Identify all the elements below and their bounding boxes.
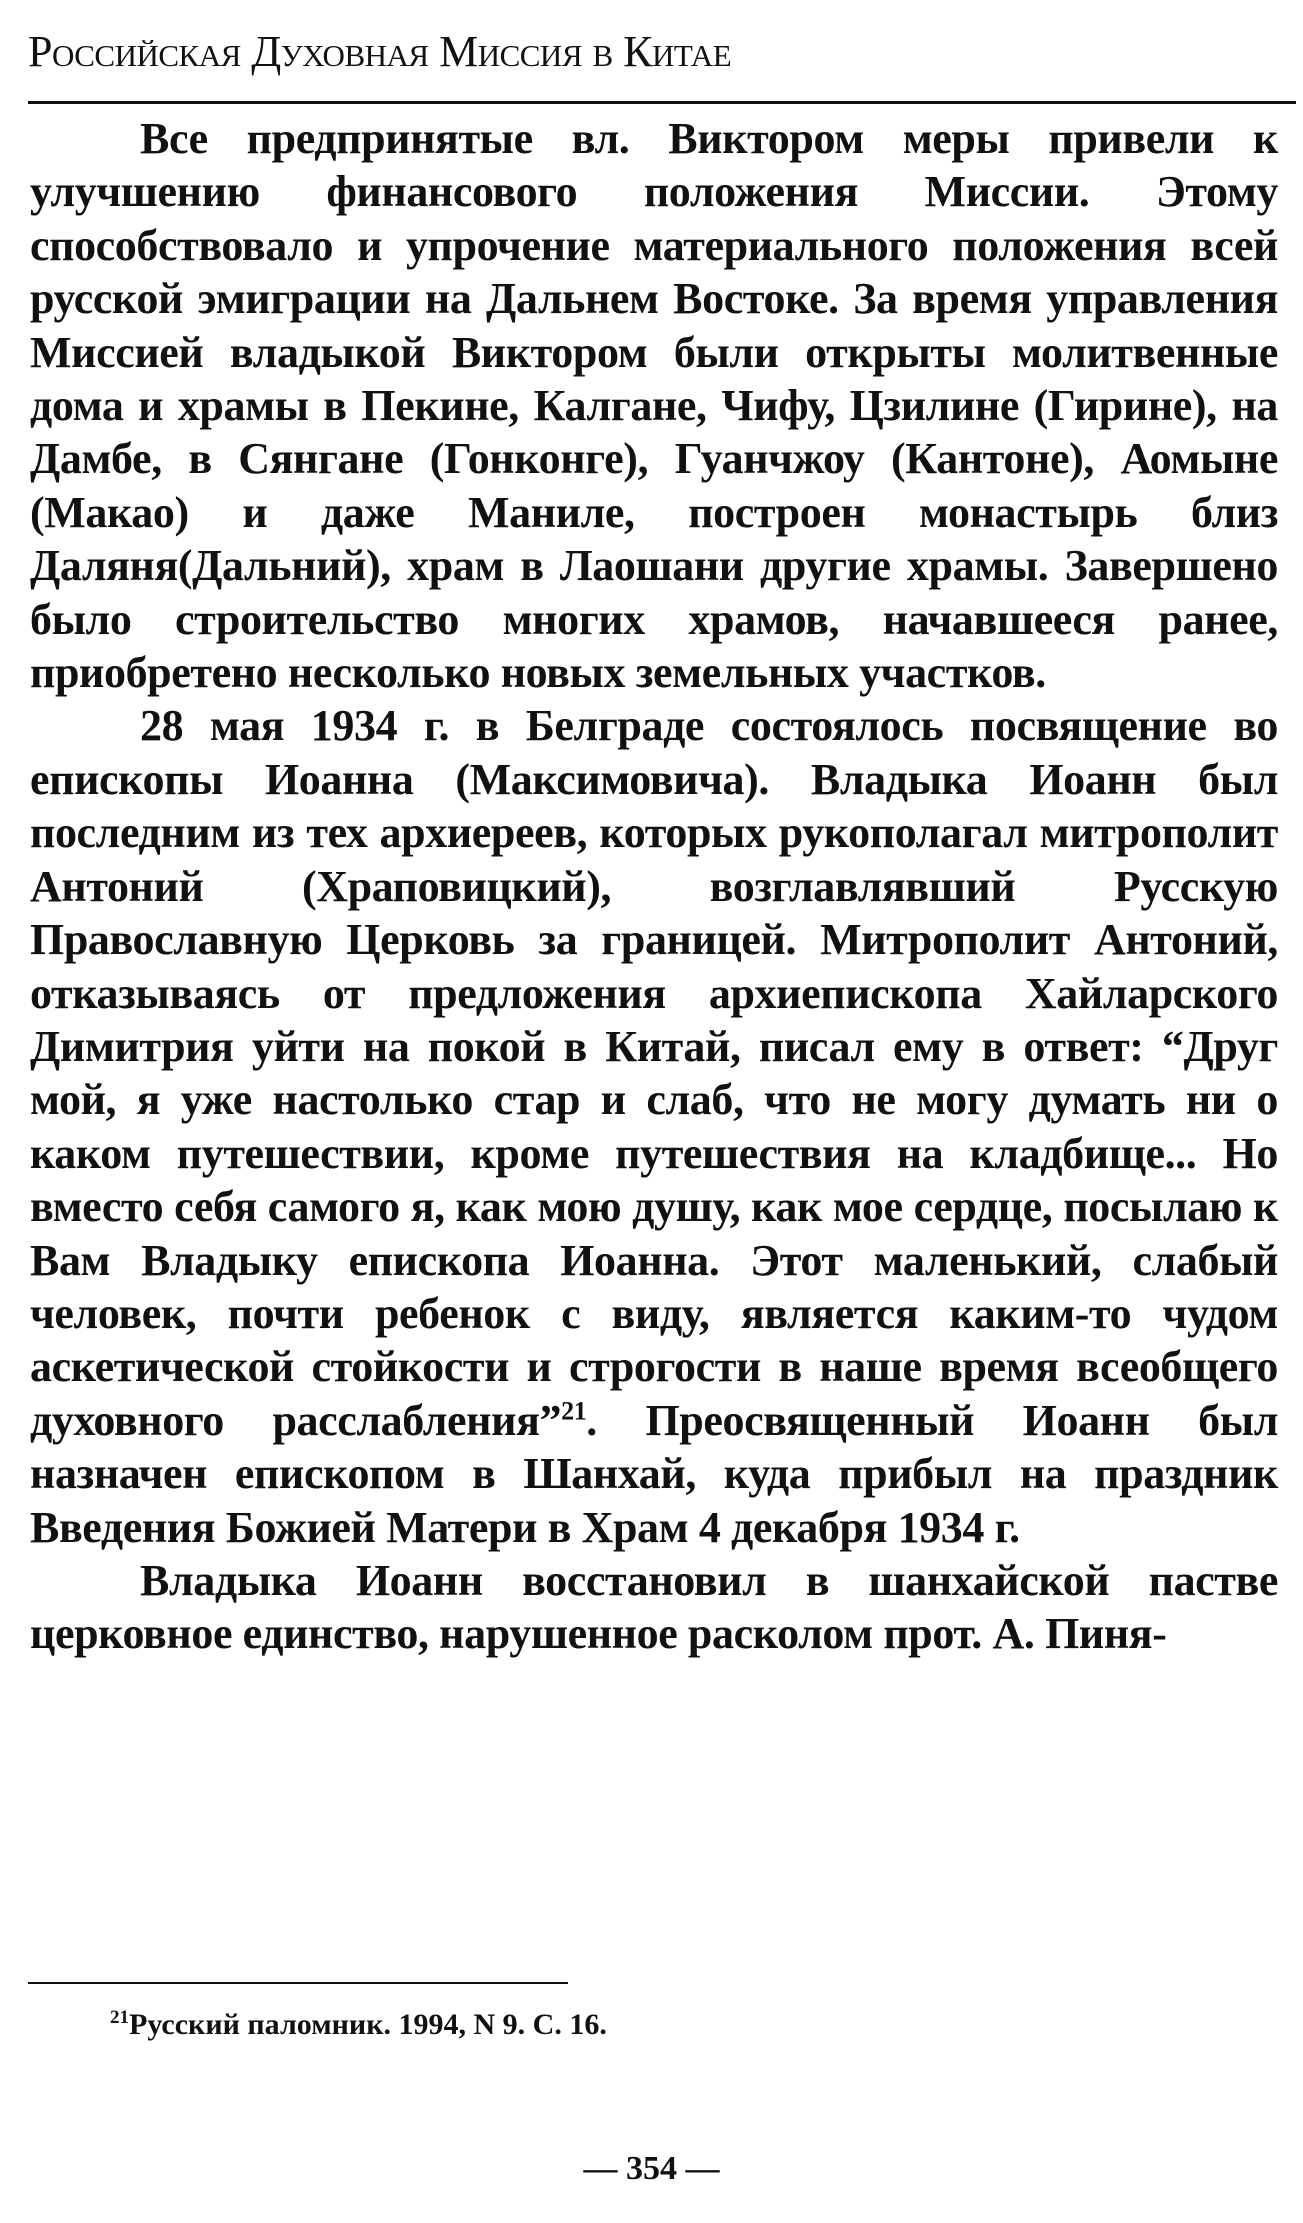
paragraph-text-part: 28 мая 1934 г. в Белграде состоялось посвящение во епископы Иоанна (Максимовича). Владыка Иоанн был последним из тех архиереев, которых рукополагал митрополит Антоний (Храповицкий), возглавлявший Русскую Православную Церковь за границей. Митрополит Антоний, отказываясь от предложения архиепископа Хайларского Димитрия уйти на покой в Китай, писал ему в ответ: “Друг мой, я уже настолько стар и слаб, что не могу думать ни о каком путешествии, кроме путешествия на кладбище... Но вместо себя самого я, как мою душу, как мое сердце, посылаю к Вам Владыку епископа Иоанна. Этот маленький, слабый человек, почти ребенок с виду, является каким-то чудом аскетической стойкости и строгости в наше время всеобщего духовного расслабления” bbox=[30, 701, 1278, 1445]
header-rule bbox=[28, 101, 1296, 104]
footnote-text: Русский паломник. 1994, N 9. С. 16. bbox=[129, 2008, 607, 2041]
footnote-number: 21 bbox=[110, 2007, 129, 2028]
body-text bbox=[30, 112, 1278, 1661]
paragraph-text-part: . Преосвященный Иоанн был назначен епископом в Шанхай, куда прибыл на праздник Введения Божией Матери в Храм 4 декабря 1934 г. bbox=[30, 1395, 1278, 1552]
paragraph-church-unity: Владыка Иоанн восстановил в шанхайской пастве церковное единство, нарушенное расколом прот. А. Пиня- bbox=[30, 1555, 1278, 1659]
running-header: Российская Духовная Миссия в Китае bbox=[28, 27, 732, 76]
footnote-reference: 21 bbox=[561, 1396, 587, 1426]
footnote-rule bbox=[28, 1982, 568, 1984]
paragraph-bishop-ioann bbox=[30, 699, 1278, 1554]
footnote bbox=[110, 2008, 607, 2042]
paragraph-finances: Все предпринятые вл. Виктором меры привели к улучшению финансового положения Миссии. Этому способствовало и упрочение материального положения всей русской эмиграции на Дальнем Востоке. За время управления Миссией владыкой Виктором были открыты молитвенные дома и храмы в Пекине, Калгане, Чифу, Цзилине (Гирине), на Дамбе, в Сянгане (Гонконге), Гуанчжоу (Кантоне), Аомыне (Макао) и даже Маниле, построен монастырь близ Даляня(Дальний), храм в Лаошани другие храмы. Завершено было строительство многих храмов, начавшееся ранее, приобретено несколько новых земельных участков. bbox=[30, 114, 1278, 698]
page-number: — 354 — bbox=[583, 2150, 720, 2187]
